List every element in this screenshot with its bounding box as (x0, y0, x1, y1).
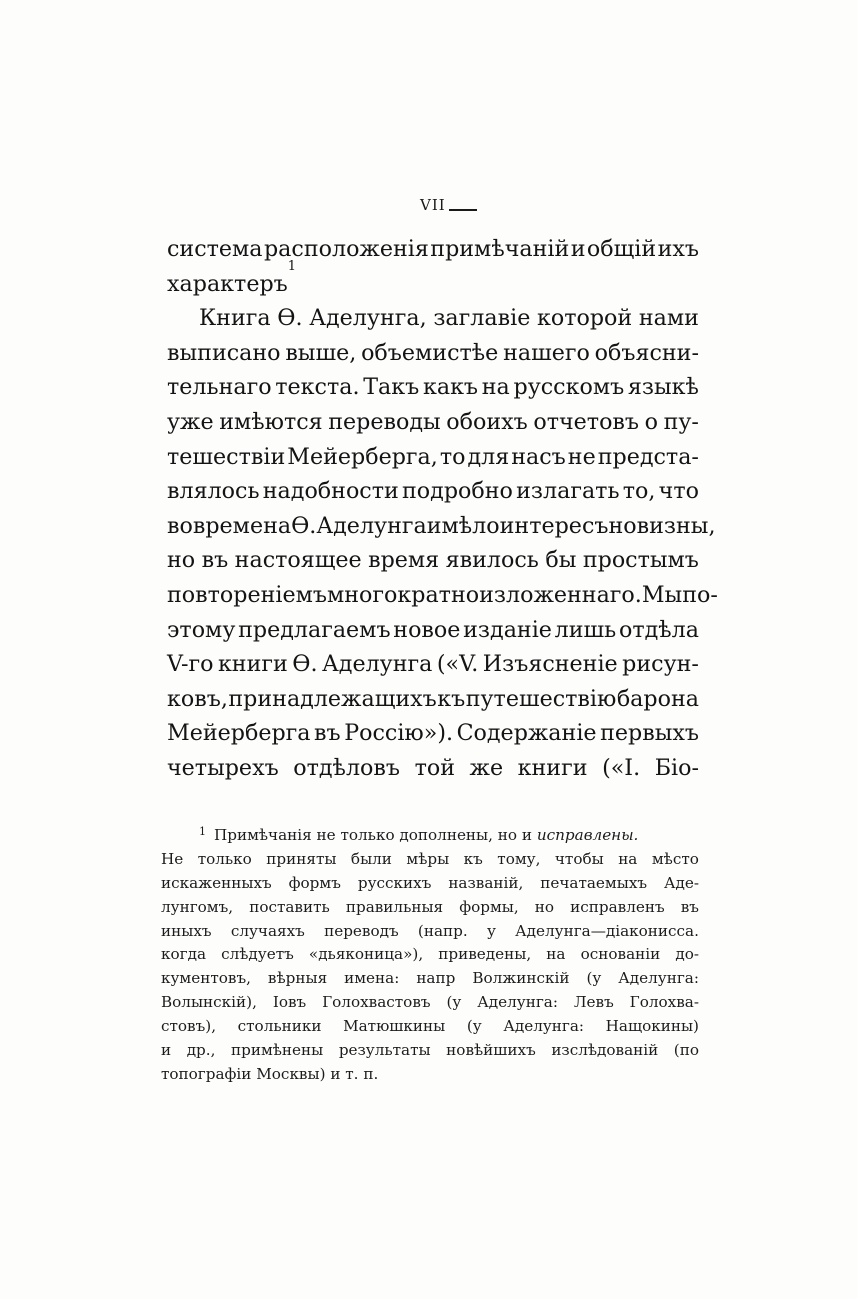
footnote-line (161, 896, 699, 920)
word: о (644, 408, 658, 435)
text-line (167, 682, 699, 717)
text-line (167, 578, 718, 613)
word: нашего (503, 339, 590, 366)
text-line (167, 440, 699, 475)
word: имѣло (426, 512, 500, 539)
word: насъ (511, 443, 566, 470)
word: названій, (448, 873, 524, 892)
word: новое (393, 616, 461, 643)
word: Ѳ. (291, 512, 317, 539)
footnote-line (161, 991, 699, 1015)
text-line (167, 370, 699, 405)
word: (по (673, 1041, 699, 1060)
word: на (546, 945, 566, 964)
word: во (167, 512, 193, 539)
word: къ (437, 685, 466, 712)
word: Левъ (573, 993, 614, 1012)
word: Аделунга, (309, 305, 427, 332)
word: Аде- (664, 873, 699, 892)
word: Такъ (363, 374, 420, 401)
word: нами (638, 305, 699, 332)
word: время (368, 547, 440, 574)
word: Мейерберга, (287, 443, 438, 470)
word: Россію»). (344, 720, 454, 747)
word: на (618, 849, 638, 868)
word: тому, (497, 849, 541, 868)
word: но (167, 547, 196, 574)
word: Біо- (654, 754, 699, 781)
word: этому (167, 616, 236, 643)
word: мѣры (406, 849, 450, 868)
word: формъ (288, 873, 341, 892)
word: книги (517, 754, 588, 781)
word: Книга (199, 305, 271, 332)
word: подробно (402, 478, 513, 505)
word: примѣчаній (430, 236, 570, 262)
word: стольники (237, 1017, 322, 1036)
word: но (534, 897, 555, 916)
word: предста- (597, 443, 699, 470)
word: Изъясненіе (482, 651, 618, 678)
footnote-block (161, 824, 699, 1087)
footnote-reference: 1 (287, 258, 297, 274)
page-number: VII (420, 196, 446, 214)
word: общій (586, 236, 657, 262)
word: въ (314, 720, 341, 747)
word: ихъ (657, 236, 699, 262)
text-line (167, 301, 699, 336)
word: поставить (249, 897, 330, 916)
text-line (167, 405, 699, 440)
word: предлагаемъ (238, 616, 391, 643)
word: новѣйшихъ (446, 1041, 536, 1060)
footnote-line (161, 1039, 699, 1063)
word: влялось (167, 478, 260, 505)
footnote-marker: 1 (199, 825, 206, 838)
word: система (167, 236, 263, 262)
word: Аделунга—діаконисса. (515, 921, 699, 940)
word: въ (680, 897, 699, 916)
word: изданіе (463, 616, 552, 643)
word: у (486, 921, 496, 940)
word: заглавіе (433, 305, 531, 332)
word: многократно (327, 581, 480, 608)
text-line (167, 613, 699, 648)
word: лишь (554, 616, 617, 643)
word: Мейерберга (167, 720, 311, 747)
word: результаты (338, 1041, 431, 1060)
word: иныхъ (161, 921, 212, 940)
word: «дьяконица»), (308, 945, 424, 964)
word: Содержаніе (456, 720, 597, 747)
word: были (350, 849, 392, 868)
text-line (167, 716, 699, 751)
word: принадлежащихъ (228, 685, 437, 712)
word: обоихъ (446, 408, 528, 435)
word: кументовъ, (161, 969, 251, 988)
word: вѣрныя (267, 969, 328, 988)
word: (у (466, 1017, 482, 1036)
word: искаженныхъ (161, 873, 272, 892)
word: напр (416, 969, 456, 988)
word: Аделунга: (618, 969, 699, 988)
word: простымъ (582, 547, 699, 574)
word: изложеннаго. (479, 581, 642, 608)
word: примѣнены (230, 1041, 324, 1060)
word: русскихъ (357, 873, 432, 892)
word: рисун- (622, 651, 699, 678)
word: изслѣдованій (551, 1041, 659, 1060)
word: Іовъ (272, 993, 307, 1012)
word: лунгомъ, (161, 897, 234, 916)
word: не (567, 443, 596, 470)
footnote-line: топографіи Москвы) и т. п. (161, 1064, 379, 1083)
text-line: характеръ 1 (167, 267, 699, 302)
word: Мы (641, 581, 683, 608)
word: излагать (516, 478, 620, 505)
word: случаяхъ (230, 921, 305, 940)
footnote-line: $^1$ Примѣчанія не только дополнены, но и исправлены. (199, 825, 639, 844)
word: исправленъ (570, 897, 665, 916)
word: явилось (445, 547, 539, 574)
word: приведены, (438, 945, 532, 964)
word: объясни- (594, 339, 699, 366)
word: V-го (167, 651, 214, 678)
word: Голохва- (629, 993, 699, 1012)
footnote-emphasis: исправлены. (536, 826, 639, 844)
word: тельнаго (167, 374, 272, 401)
word: Аделунга: (477, 993, 558, 1012)
word: Не (161, 849, 184, 868)
word: (напр. (417, 921, 468, 940)
word: отдѣла (618, 616, 699, 643)
footnote-line (161, 872, 699, 896)
word: Волжинскій (472, 969, 570, 988)
word: той (414, 754, 455, 781)
word: Голохвастовъ (322, 993, 431, 1012)
word: Аделунга: (503, 1017, 585, 1036)
word: интересъ (499, 512, 609, 539)
word: имѣются (219, 408, 323, 435)
word: первыхъ (600, 720, 699, 747)
word: путешествію (465, 685, 617, 712)
word: и (161, 1041, 172, 1060)
word: стовъ), (161, 1017, 217, 1036)
word: барона (616, 685, 699, 712)
word: пу- (663, 408, 699, 435)
word: Матюшкины (343, 1017, 446, 1036)
word: объемистѣе (361, 339, 499, 366)
footnote-line (161, 1015, 699, 1039)
word: то, (622, 478, 656, 505)
word: въ (201, 547, 229, 574)
footnote-line (161, 848, 699, 872)
word: отчетовъ (533, 408, 640, 435)
word: мѣсто (651, 849, 699, 868)
word: Нащокины) (605, 1017, 699, 1036)
word: что (658, 478, 699, 505)
word: отдѣловъ (293, 754, 400, 781)
word: др., (186, 1041, 216, 1060)
text-line (167, 336, 699, 371)
word: которой (537, 305, 633, 332)
word: и (570, 236, 586, 262)
word: правильныя (345, 897, 444, 916)
word: книги (217, 651, 288, 678)
word: приняты (266, 849, 337, 868)
word: Аделунга (321, 651, 433, 678)
word: переводъ (324, 921, 399, 940)
text-line (167, 647, 699, 682)
word: текста. (275, 374, 360, 401)
main-text (167, 232, 718, 786)
word: то (439, 443, 466, 470)
word: Ѳ. (277, 305, 303, 332)
page-number-rule (449, 209, 477, 211)
word: настоящее (234, 547, 362, 574)
word: къ (463, 849, 483, 868)
word: же (469, 754, 504, 781)
word: имена: (344, 969, 400, 988)
word: Аделунга (316, 512, 427, 539)
word: новизны, (608, 512, 716, 539)
word: по- (682, 581, 718, 608)
word: только (197, 849, 252, 868)
word: расположенія (263, 236, 429, 262)
word: чтобы (554, 849, 604, 868)
word: русскомъ (513, 374, 625, 401)
word: времена (192, 512, 292, 539)
word: («I. (602, 754, 641, 781)
word: переводы (328, 408, 441, 435)
word: надобности (262, 478, 399, 505)
word: (у (446, 993, 462, 1012)
word: Волынскій), (161, 993, 257, 1012)
footnote-line (161, 967, 699, 991)
text-line (167, 543, 699, 578)
footnote-line (161, 943, 699, 967)
word: («V. (436, 651, 479, 678)
word: на (481, 374, 510, 401)
word: когда (161, 945, 206, 964)
word: Ѳ. (292, 651, 318, 678)
word: для (467, 443, 510, 470)
word: до- (675, 945, 699, 964)
word: основаніи (580, 945, 661, 964)
word: тешествіи (167, 443, 286, 470)
word: уже (167, 408, 214, 435)
word: ковъ, (167, 685, 228, 712)
text-line (167, 751, 699, 786)
word: повтореніемъ (167, 581, 327, 608)
text-line (167, 474, 699, 509)
word: формы, (459, 897, 519, 916)
text-line (167, 232, 699, 267)
word: языкѣ (627, 374, 699, 401)
word: выше, (285, 339, 357, 366)
word: бы (545, 547, 577, 574)
word: четырехъ (167, 754, 279, 781)
word: (у (586, 969, 602, 988)
footnote-line (161, 920, 699, 944)
text-line (167, 509, 716, 544)
word: выписано (167, 339, 281, 366)
word: слѣдуетъ (221, 945, 294, 964)
word: печатаемыхъ (540, 873, 648, 892)
word: какъ (422, 374, 479, 401)
